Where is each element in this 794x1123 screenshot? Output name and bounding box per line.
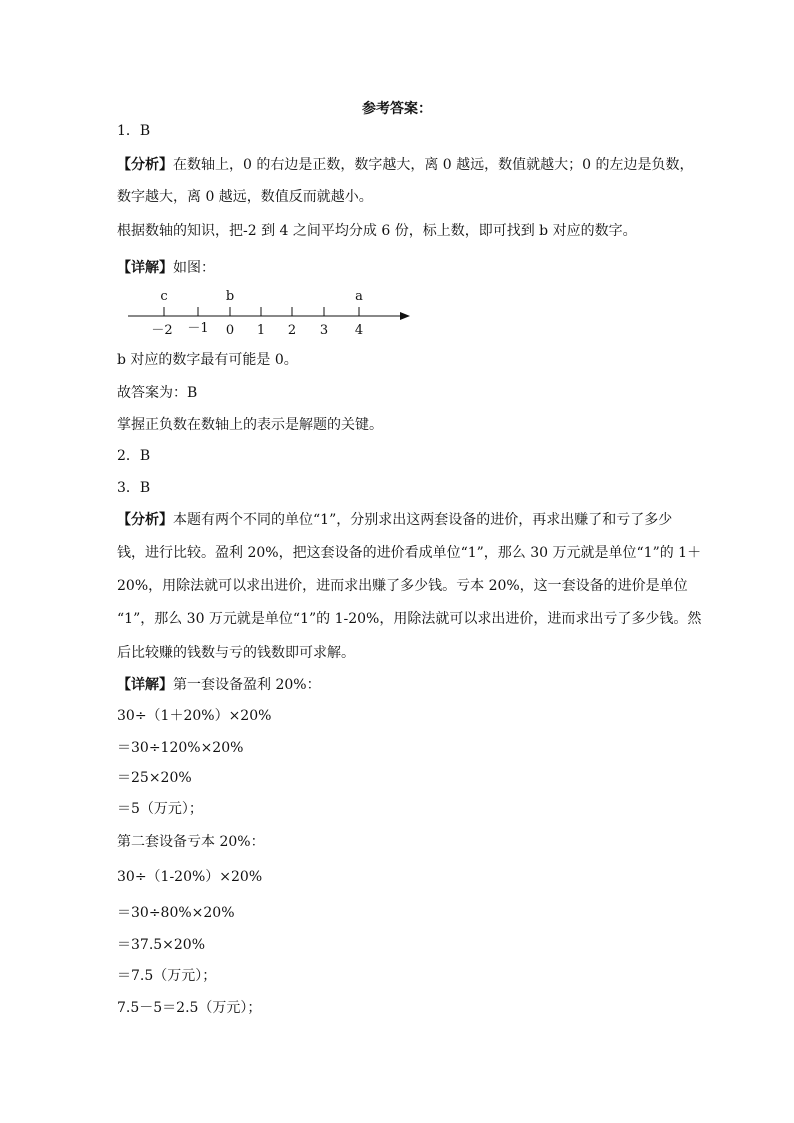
tick-label: －2: [151, 323, 173, 338]
detail-tag: 【详解】: [117, 260, 173, 276]
q3-detail-line: [117, 675, 321, 695]
q3-analysis-line-2: 钱，进行比较。盈利 20%，把这套设备的进价看成单位“1”，那么 30 万元就是单位“1”的 1＋: [117, 545, 702, 561]
axis-arrow-icon: [400, 312, 410, 320]
q1-final-answer: 故答案为：B: [117, 385, 198, 401]
q1-result: b 对应的数字最有可能是 0。: [117, 352, 298, 368]
q1-analysis-line-1: [117, 155, 694, 175]
analysis-tag: 【分析】: [117, 512, 173, 528]
point-label-a: a: [355, 289, 363, 304]
tick-label: －1: [187, 321, 209, 336]
calc-line: 7.5－5＝2.5（万元）；: [117, 1000, 262, 1016]
q1-analysis-line-2: 数字越大，离 0 越远，数值反而就越小。: [117, 189, 373, 205]
analysis-text: 本题有两个不同的单位“1”，分别求出这两套设备的进价，再求出赚了和亏了多少: [173, 512, 673, 528]
q1-detail-line: [117, 258, 215, 278]
calc-line: 30÷（1＋20%）×20%: [117, 708, 272, 724]
calc-line: ＝5（万元）；: [117, 801, 203, 817]
analysis-text: 在数轴上，0 的右边是正数，数字越大，离 0 越远，数值就越大；0 的左边是负数，: [173, 157, 694, 173]
q2-answer: 2．B: [117, 448, 151, 464]
q1-answer: 1．B: [117, 123, 151, 139]
calc-line: ＝7.5（万元）；: [117, 968, 217, 984]
q1-note: 掌握正负数在数轴上的表示是解题的关键。: [117, 417, 383, 433]
detail-tag: 【详解】: [117, 677, 173, 693]
detail-text: 第一套设备盈利 20%：: [173, 677, 321, 693]
q3-analysis-line-1: [117, 510, 672, 530]
axis-ticks: [164, 307, 359, 316]
calc-line: 30÷（1-20%）×20%: [117, 869, 263, 885]
calc-line: ＝25×20%: [117, 770, 192, 786]
calc-line: ＝37.5×20%: [117, 937, 206, 953]
tick-label: 2: [287, 323, 297, 338]
tick-label: 4: [354, 323, 364, 338]
tick-label: 0: [225, 323, 235, 338]
calc-line: 第二套设备亏本 20%：: [117, 834, 265, 850]
page-title: 参考答案：: [362, 101, 432, 117]
calc-line: ＝30÷80%×20%: [117, 905, 235, 921]
calc-line: ＝30÷120%×20%: [117, 740, 244, 756]
point-label-c: c: [160, 289, 168, 304]
analysis-tag: 【分析】: [117, 157, 173, 173]
q3-analysis-line-4: “1”，那么 30 万元就是单位“1”的 1-20%，用除法就可以求出进价，进而求出亏了多少钱。然: [117, 611, 702, 627]
q3-answer: 3．B: [117, 480, 151, 496]
point-label-b: b: [225, 289, 235, 304]
tick-label: 3: [319, 323, 329, 338]
q3-analysis-line-3: 20%，用除法就可以求出进价，进而求出赚了多少钱。亏本 20%，这一套设备的进价是单位: [117, 578, 688, 594]
q3-analysis-line-5: 后比较赚的钱数与亏的钱数即可求解。: [117, 645, 355, 661]
q1-analysis-line-3: 根据数轴的知识，把-2 到 4 之间平均分成 6 份，标上数，即可找到 b 对应的数字。: [117, 223, 637, 239]
detail-text: 如图：: [173, 260, 215, 276]
number-line-figure: [120, 285, 420, 345]
tick-label: 1: [256, 323, 266, 338]
